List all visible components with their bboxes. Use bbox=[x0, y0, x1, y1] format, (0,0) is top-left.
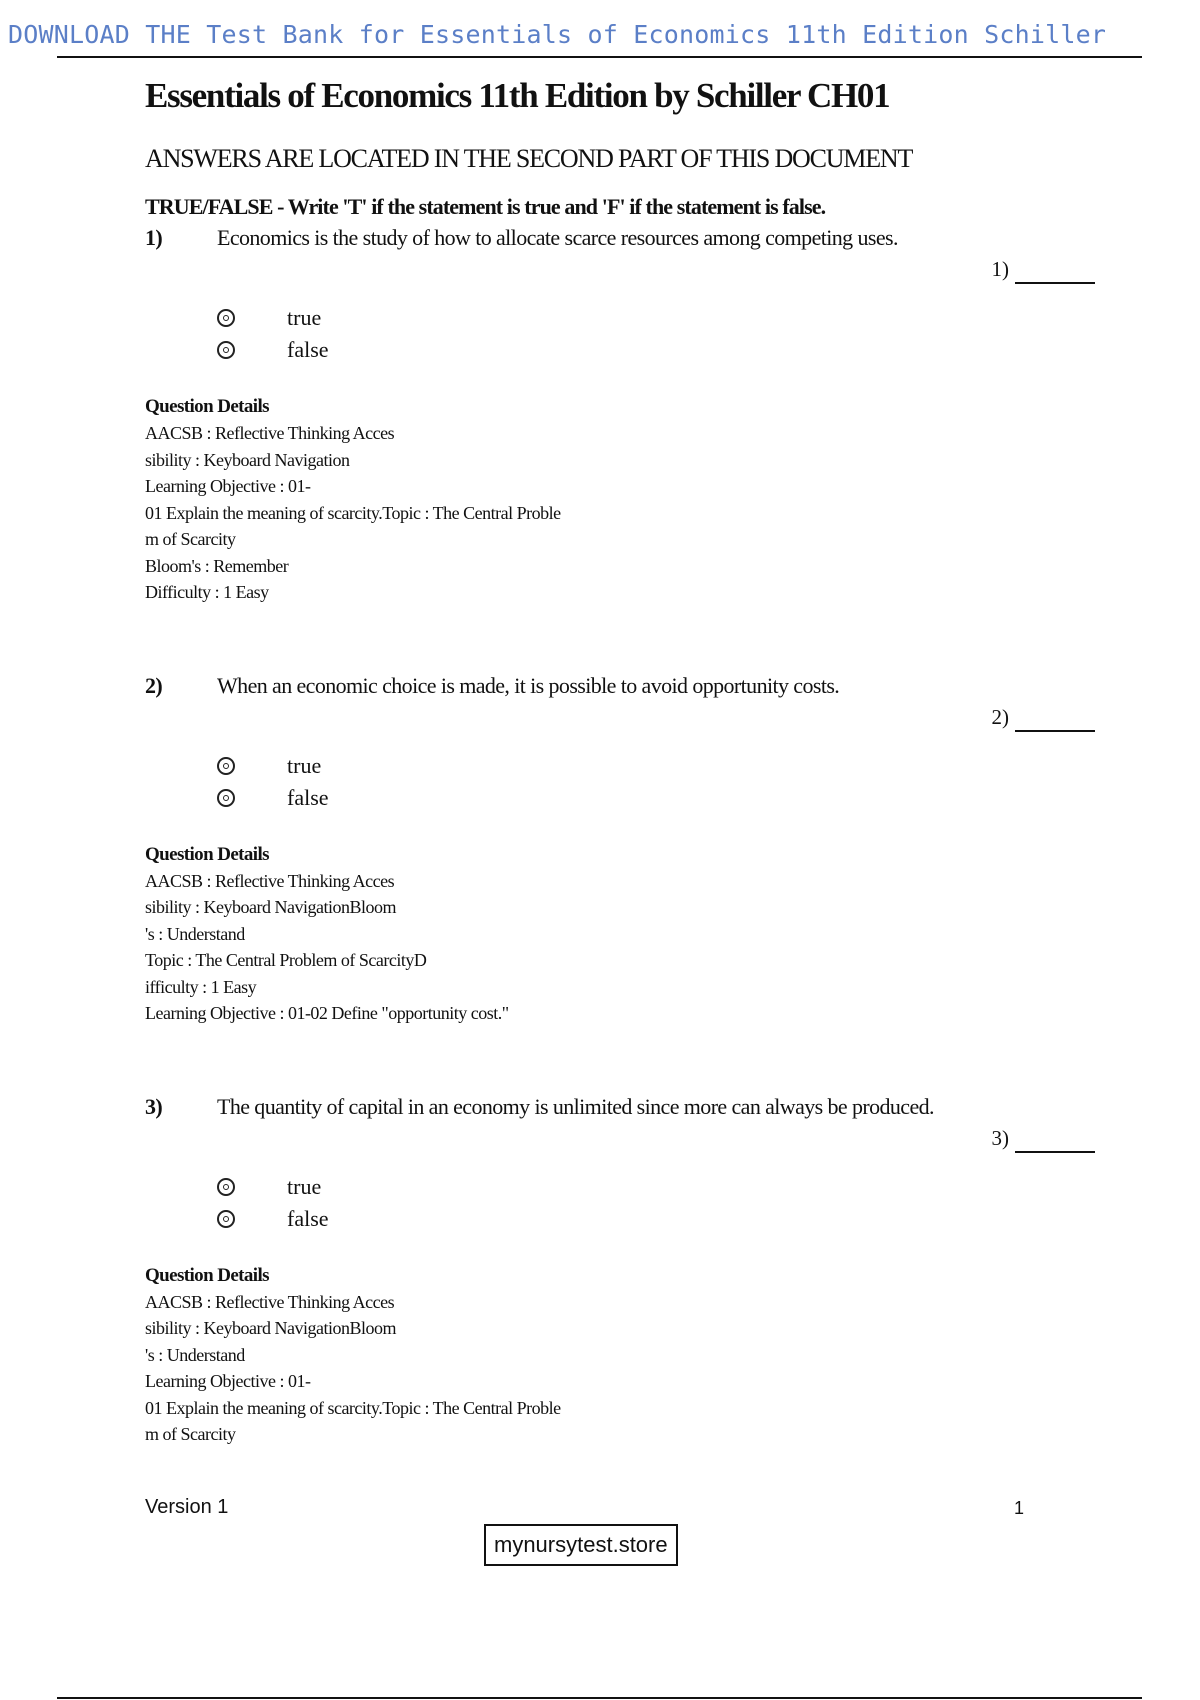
question-3 bbox=[145, 1091, 1095, 1448]
option-label: false bbox=[287, 1205, 329, 1231]
option-label: false bbox=[287, 784, 329, 810]
question-text: Economics is the study of how to allocate scarce resources among competing uses. bbox=[217, 225, 898, 250]
question-number: 1) bbox=[145, 225, 163, 250]
document-title: Essentials of Economics 11th Edition by Schiller CH01 bbox=[145, 76, 890, 115]
radio-icon[interactable] bbox=[217, 341, 235, 359]
question-text: When an economic choice is made, it is possible to avoid opportunity costs. bbox=[217, 672, 840, 698]
details-heading: Question Details bbox=[145, 1264, 269, 1286]
watermark-stamp: mynursytest.store bbox=[484, 1524, 678, 1566]
details-line: Learning Objective : 01- bbox=[145, 476, 311, 496]
details-line: 's : Understand bbox=[145, 1344, 245, 1365]
details-line: m of Scarcity bbox=[145, 1424, 236, 1444]
question-text: The quantity of capital in an economy is unlimited since more can always be produced. bbox=[217, 1093, 934, 1119]
details-heading: Question Details bbox=[145, 396, 269, 417]
question-number: 2) bbox=[145, 672, 163, 698]
details-heading: Question Details bbox=[145, 843, 269, 865]
details-line: AACSB : Reflective Thinking Acces bbox=[145, 870, 395, 891]
details-line: Learning Objective : 01- bbox=[145, 1371, 311, 1391]
answer-slot-label: 2) bbox=[991, 704, 1009, 729]
question-details bbox=[145, 394, 1095, 606]
details-line: 01 Explain the meaning of scarcity.Topic : The Central Proble bbox=[145, 502, 561, 523]
answer-options bbox=[217, 1171, 1095, 1235]
option-true[interactable] bbox=[217, 1171, 1095, 1203]
option-label: false bbox=[287, 337, 329, 362]
radio-icon[interactable] bbox=[217, 1178, 235, 1196]
question-details bbox=[145, 1263, 1095, 1448]
details-line: Learning Objective : 01-02 Define "opportunity cost." bbox=[145, 1003, 509, 1023]
question-number: 3) bbox=[145, 1093, 163, 1119]
section-instructions: TRUE/FALSE - Write 'T' if the statement is true and 'F' if the statement is false. bbox=[145, 194, 826, 219]
option-label: true bbox=[287, 752, 322, 778]
answer-slot bbox=[145, 1123, 1095, 1153]
answer-options bbox=[217, 302, 1095, 366]
radio-icon[interactable] bbox=[217, 309, 235, 327]
details-line: ifficulty : 1 Easy bbox=[145, 976, 257, 997]
option-true[interactable] bbox=[217, 302, 1095, 334]
details-line: AACSB : Reflective Thinking Acces bbox=[145, 1291, 395, 1312]
question-details bbox=[145, 842, 1095, 1027]
answer-slot-label: 1) bbox=[991, 257, 1009, 281]
option-false[interactable] bbox=[217, 334, 1095, 366]
details-line: Difficulty : 1 Easy bbox=[145, 582, 269, 602]
question-2 bbox=[145, 670, 1095, 1027]
details-line: AACSB : Reflective Thinking Acces bbox=[145, 423, 395, 443]
document-body bbox=[145, 70, 1095, 1448]
option-label: true bbox=[287, 1173, 322, 1199]
answer-blank[interactable] bbox=[1015, 1129, 1095, 1153]
details-line: sibility : Keyboard NavigationBloom bbox=[145, 1318, 396, 1338]
answer-slot bbox=[145, 702, 1095, 732]
answer-blank[interactable] bbox=[1015, 260, 1095, 284]
radio-icon[interactable] bbox=[217, 1210, 235, 1228]
answer-slot bbox=[145, 254, 1095, 284]
header-rule bbox=[57, 56, 1142, 58]
version-label: Version 1 bbox=[145, 1496, 229, 1518]
option-true[interactable] bbox=[217, 750, 1095, 782]
answer-options bbox=[217, 750, 1095, 814]
details-line: Topic : The Central Problem of ScarcityD bbox=[145, 950, 427, 970]
option-false[interactable] bbox=[217, 782, 1095, 814]
details-line: m of Scarcity bbox=[145, 529, 236, 549]
details-line: sibility : Keyboard NavigationBloom bbox=[145, 897, 396, 917]
answers-notice: ANSWERS ARE LOCATED IN THE SECOND PART OF THIS DOCUMENT bbox=[145, 144, 913, 173]
details-line: 01 Explain the meaning of scarcity.Topic : The Central Proble bbox=[145, 1397, 561, 1418]
question-1 bbox=[145, 222, 1095, 606]
radio-icon[interactable] bbox=[217, 789, 235, 807]
radio-icon[interactable] bbox=[217, 757, 235, 775]
download-banner-link[interactable]: DOWNLOAD THE Test Bank for Essentials of Economics 11th Edition Schiller bbox=[8, 20, 1107, 49]
page-number: 1 bbox=[1014, 1498, 1025, 1518]
details-line: Bloom's : Remember bbox=[145, 555, 289, 576]
answer-slot-label: 3) bbox=[991, 1125, 1009, 1150]
details-line: sibility : Keyboard Navigation bbox=[145, 449, 350, 470]
footer-rule bbox=[57, 1697, 1142, 1699]
option-false[interactable] bbox=[217, 1203, 1095, 1235]
option-label: true bbox=[287, 305, 322, 330]
answer-blank[interactable] bbox=[1015, 708, 1095, 732]
details-line: 's : Understand bbox=[145, 923, 245, 944]
